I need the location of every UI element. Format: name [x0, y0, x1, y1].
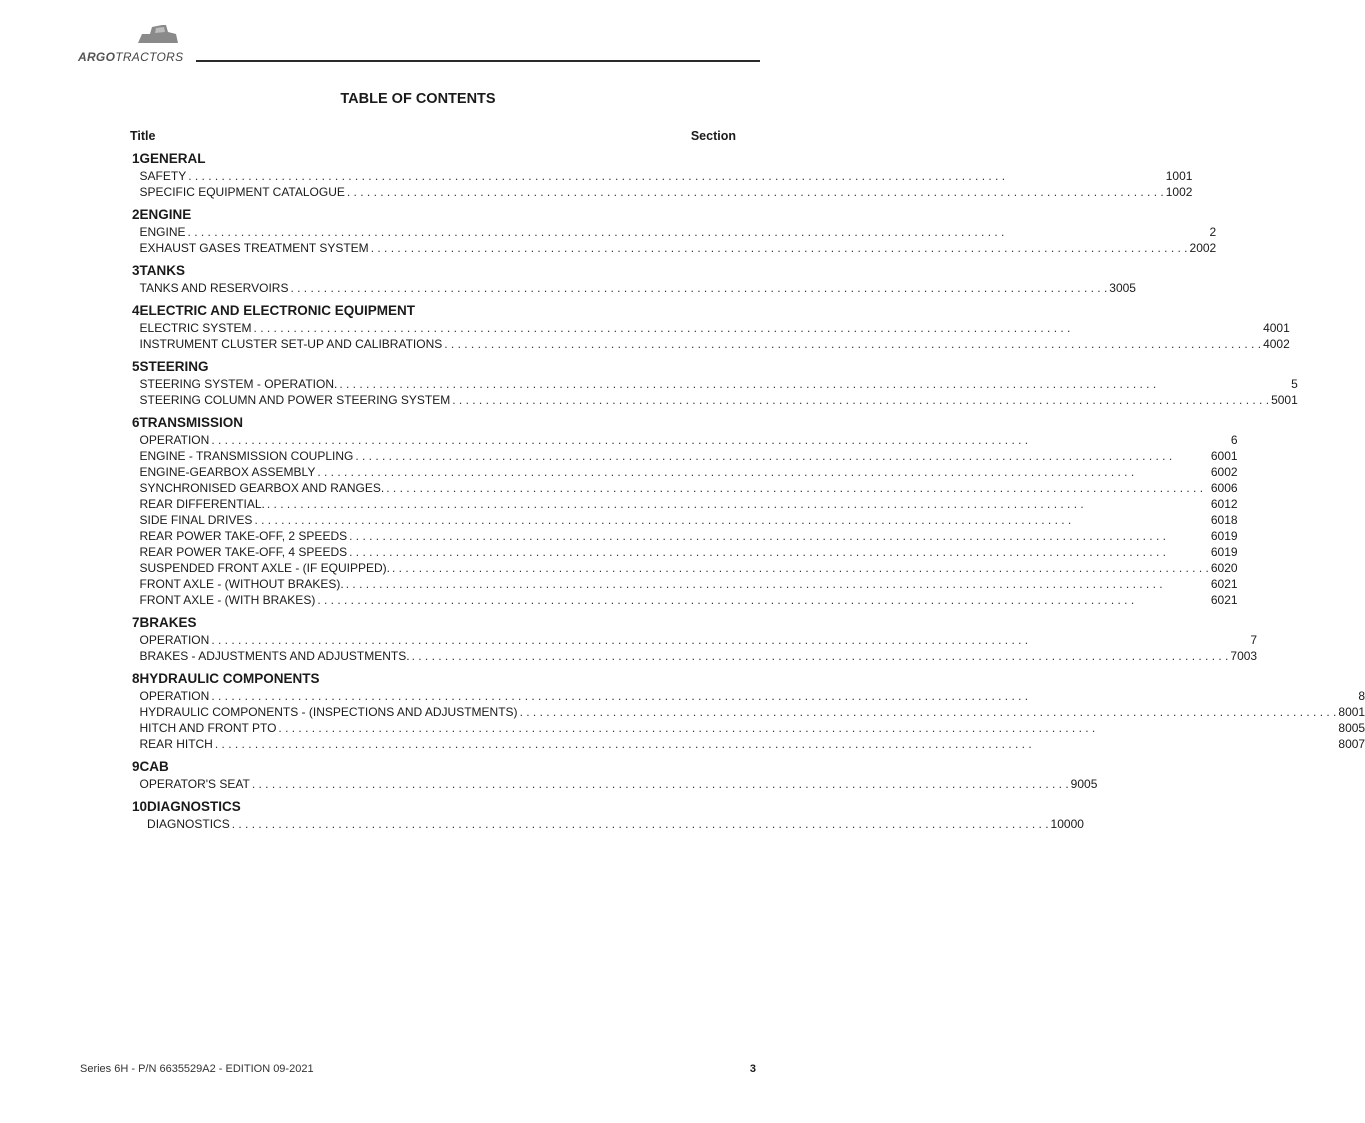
entry-title: DIAGNOSTICS [147, 817, 230, 831]
dot-leader [188, 168, 1164, 184]
entry-title: HYDRAULIC COMPONENTS - (INSPECTIONS AND ADJUSTMENTS) [139, 705, 518, 719]
dot-leader [412, 648, 1229, 664]
entry-title: ELECTRIC SYSTEM [139, 321, 252, 335]
page-title: TABLE OF CONTENTS [340, 91, 496, 107]
toc-entry[interactable] [140, 432, 1238, 448]
toc-entry[interactable] [140, 496, 1238, 512]
column-header-section: Section [690, 129, 736, 143]
dot-leader [211, 432, 1229, 448]
chapter-number: 5 [132, 359, 140, 374]
entry-title: STEERING SYSTEM - OPERATION. [139, 377, 338, 391]
column-header-title: Title [130, 129, 156, 143]
toc-chapter [130, 206, 1217, 256]
argo-tractors-logo [78, 22, 198, 64]
entry-section-number: 10000 [1050, 817, 1084, 831]
page-number: 3 [749, 1063, 756, 1075]
entry-section-number: 7003 [1230, 649, 1258, 663]
entry-section-number: 1002 [1165, 185, 1193, 199]
toc-entry[interactable] [140, 544, 1238, 560]
toc-entry[interactable] [140, 168, 1193, 184]
dot-leader [252, 776, 1069, 792]
entry-section-number: 4002 [1263, 337, 1290, 351]
entry-title: SPECIFIC EQUIPMENT CATALOGUE [139, 185, 345, 199]
entry-section-number: 4001 [1263, 321, 1290, 335]
entry-title: OPERATOR'S SEAT [139, 777, 250, 791]
entry-section-number: 2002 [1189, 241, 1217, 255]
dot-leader [386, 480, 1209, 496]
entry-title: FRONT AXLE - (WITH BRAKES) [139, 593, 316, 607]
toc-entry[interactable] [140, 464, 1238, 480]
entry-title: SUSPENDED FRONT AXLE - (IF EQUIPPED). [139, 561, 391, 575]
entry-section-number: 7 [1250, 633, 1258, 647]
dot-leader [349, 528, 1209, 544]
entry-section-number: 5 [1291, 377, 1298, 391]
entry-section-number: 6020 [1210, 561, 1238, 575]
entry-title: SIDE FINAL DRIVES [139, 513, 253, 527]
header-rule [196, 60, 760, 62]
chapter-title: CAB [139, 759, 169, 774]
entry-section-number: 6019 [1210, 529, 1238, 543]
entry-section-number: 6001 [1210, 449, 1238, 463]
dot-leader [355, 448, 1209, 464]
toc-entry[interactable] [140, 720, 1365, 736]
toc-entry[interactable] [140, 392, 1298, 408]
dot-leader [346, 576, 1209, 592]
entry-title: INSTRUMENT CLUSTER SET-UP AND CALIBRATIONS [139, 337, 443, 351]
toc-chapter [130, 262, 1136, 296]
chapter-number: 3 [132, 263, 140, 278]
entry-title: OPERATION [139, 433, 210, 447]
entry-section-number: 5001 [1271, 393, 1298, 407]
toc-chapter [130, 358, 1298, 408]
dot-leader [290, 280, 1107, 296]
toc-chapter [130, 150, 1193, 200]
toc-chapter [130, 798, 1084, 832]
entry-title: TANKS AND RESERVOIRS [139, 281, 289, 295]
entry-section-number: 6012 [1210, 497, 1238, 511]
chapter-number: 1 [132, 151, 140, 166]
chapter-title: TANKS [139, 263, 186, 278]
dot-leader [267, 496, 1209, 512]
toc-entry[interactable] [140, 632, 1258, 648]
toc-entry[interactable] [140, 512, 1238, 528]
toc-entry[interactable] [140, 240, 1217, 256]
chapter-number: 8 [132, 671, 140, 686]
toc-entry[interactable] [140, 320, 1290, 336]
dot-leader [317, 592, 1209, 608]
dot-leader [232, 816, 1049, 832]
chapter-number: 9 [132, 759, 140, 774]
entry-section-number: 2 [1209, 225, 1217, 239]
toc-chapter [130, 758, 1098, 792]
chapter-title: DIAGNOSTICS [147, 799, 241, 814]
toc-chapter [130, 670, 1365, 752]
entry-title: ENGINE-GEARBOX ASSEMBLY [139, 465, 316, 479]
dot-leader [371, 240, 1188, 256]
dot-leader [392, 560, 1209, 576]
entry-title: REAR HITCH [139, 737, 213, 751]
entry-section-number: 6002 [1210, 465, 1238, 479]
entry-title: ENGINE [139, 225, 186, 239]
chapter-title: HYDRAULIC COMPONENTS [139, 671, 320, 686]
toc-entry[interactable] [140, 376, 1298, 392]
entry-section-number: 1001 [1165, 169, 1193, 183]
entry-title: REAR POWER TAKE-OFF, 2 SPEEDS [139, 529, 348, 543]
entry-section-number: 6018 [1210, 513, 1238, 527]
dot-leader [347, 184, 1164, 200]
toc-entry[interactable] [140, 224, 1217, 240]
entry-section-number: 8001 [1338, 705, 1365, 719]
entry-section-number: 3005 [1109, 281, 1136, 295]
entry-title: EXHAUST GASES TREATMENT SYSTEM [139, 241, 369, 255]
dot-leader [452, 392, 1269, 408]
chapter-title: TRANSMISSION [139, 415, 244, 430]
chapter-number: 10 [132, 799, 148, 814]
toc-entry[interactable] [140, 184, 1193, 200]
chapter-title: BRAKES [139, 615, 197, 630]
dot-leader [349, 544, 1209, 560]
chapter-number: 7 [132, 615, 140, 630]
toc-entry[interactable] [140, 648, 1258, 664]
dot-leader [211, 688, 1356, 704]
chapter-title: GENERAL [139, 151, 206, 166]
entry-section-number: 6 [1230, 433, 1238, 447]
dot-leader [254, 512, 1208, 528]
toc-entry[interactable] [140, 560, 1238, 576]
entry-section-number: 6006 [1210, 481, 1238, 495]
entry-section-number: 8005 [1338, 721, 1365, 735]
entry-title: REAR DIFFERENTIAL. [139, 497, 265, 511]
toc-entry[interactable] [140, 704, 1365, 720]
toc-entry[interactable] [140, 776, 1098, 792]
entry-title: BRAKES - ADJUSTMENTS AND ADJUSTMENTS. [139, 649, 410, 663]
entry-section-number: 6019 [1210, 545, 1238, 559]
entry-section-number: 8 [1358, 689, 1365, 703]
entry-title: STEERING COLUMN AND POWER STEERING SYSTEM [139, 393, 451, 407]
toc-entry[interactable] [140, 280, 1136, 296]
dot-leader [520, 704, 1337, 720]
toc-entry[interactable] [140, 576, 1238, 592]
chapter-title: ELECTRIC AND ELECTRONIC EQUIPMENT [139, 303, 416, 318]
entry-title: SYNCHRONISED GEARBOX AND RANGES. [139, 481, 385, 495]
entry-title: OPERATION [139, 689, 210, 703]
dot-leader [317, 464, 1209, 480]
logo-wordmark: ARGOTRACTORS [78, 50, 184, 64]
dot-leader [339, 376, 1289, 392]
toc-entry[interactable] [140, 736, 1365, 752]
entry-section-number: 8007 [1338, 737, 1365, 751]
chapter-number: 4 [132, 303, 140, 318]
entry-title: SAFETY [139, 169, 187, 183]
entry-section-number: 9005 [1070, 777, 1098, 791]
toc-entry[interactable] [140, 448, 1238, 464]
dot-leader [211, 632, 1248, 648]
toc-entry[interactable] [140, 480, 1238, 496]
toc-chapter [130, 614, 1258, 664]
dot-leader [254, 320, 1262, 336]
toc-chapter [130, 414, 1238, 608]
toc-list [130, 150, 1365, 838]
dot-leader [444, 336, 1261, 352]
entry-title: OPERATION [139, 633, 210, 647]
toc-entry[interactable] [147, 816, 1084, 832]
entry-section-number: 6021 [1210, 577, 1238, 591]
toc-chapter [130, 302, 1290, 352]
toc-entry[interactable] [140, 688, 1365, 704]
chapter-number: 6 [132, 415, 140, 430]
entry-title: HITCH AND FRONT PTO [139, 721, 277, 735]
entry-section-number: 6021 [1210, 593, 1238, 607]
chapter-number: 2 [132, 207, 140, 222]
entry-title: FRONT AXLE - (WITHOUT BRAKES). [139, 577, 344, 591]
chapter-title: ENGINE [139, 207, 192, 222]
entry-title: REAR POWER TAKE-OFF, 4 SPEEDS [139, 545, 348, 559]
toc-entry[interactable] [140, 528, 1238, 544]
dot-leader [215, 736, 1337, 752]
entry-title: ENGINE - TRANSMISSION COUPLING [139, 449, 354, 463]
toc-entry[interactable] [140, 592, 1238, 608]
footer-doc-info: Series 6H - P/N 6635529A2 - EDITION 09-2021 [80, 1063, 314, 1075]
dot-leader [278, 720, 1336, 736]
toc-entry[interactable] [140, 336, 1290, 352]
chapter-title: STEERING [139, 359, 209, 374]
tractor-logo-icon [136, 22, 180, 44]
dot-leader [188, 224, 1208, 240]
